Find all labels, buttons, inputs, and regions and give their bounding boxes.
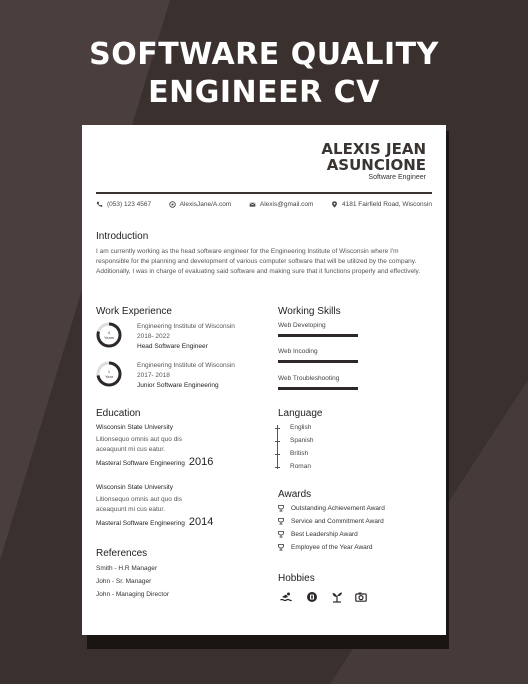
education-year: 2016 (188, 456, 214, 468)
contact-social (169, 201, 232, 208)
contact-bar (96, 201, 432, 208)
reference-item: Smith - H.R Manager (96, 565, 158, 572)
experience-dates: 2017- 2018 (137, 372, 170, 379)
language-item: British (290, 450, 309, 457)
skill-bar (278, 360, 358, 363)
working-skills-heading: Working Skills (278, 306, 341, 317)
reference-item: John - Managing Director (96, 591, 169, 598)
swimming-icon (280, 591, 292, 603)
introduction-text: I am currently working as the head software engineer for the Engineering Institute of Wisconsin where I'm responsible for the planning and development of various computer software that will be utilized by the company. Additionally, I was in charge of evaluating said software and making sure that it functions properly and effectively. (96, 248, 421, 275)
duration-label (96, 369, 122, 379)
name-line-1: ALEXIS JEAN (321, 140, 426, 158)
education-degree: Masteral Software Engineering (96, 460, 185, 467)
skill-bar (278, 334, 358, 337)
awards-heading: Awards (278, 489, 312, 500)
skill-label: Web Troubleshooting (278, 375, 340, 382)
education-degree: Masteral Software Engineering (96, 520, 185, 527)
job-title: Software Engineer (368, 174, 426, 181)
trophy-icon (278, 518, 284, 525)
education-desc-2: aceaquunt mi cus eatur. (96, 506, 166, 513)
banner-line-2: ENGINEER CV (148, 75, 380, 110)
education-school: Wisconsin State University (96, 424, 173, 431)
award-item (278, 505, 385, 512)
language-marker (275, 467, 280, 468)
contact-address (331, 201, 432, 208)
education-heading: Education (96, 408, 141, 419)
award-item (278, 518, 384, 525)
award-label: Service and Commitment Award (291, 518, 384, 525)
experience-role: Head Software Engineer (137, 343, 208, 350)
education-desc-2: aceaquunt mi cus eatur. (96, 446, 166, 453)
duration-unit: Year (104, 374, 114, 379)
education-desc-1: Litionsequo omnis aut quo dis (96, 496, 183, 503)
award-label: Employee of the Year Award (291, 544, 373, 551)
hobbies-heading: Hobbies (278, 573, 315, 584)
language-item: Roman (290, 463, 311, 470)
award-label: Outstanding Achievement Award (291, 505, 385, 512)
cv-document (82, 125, 446, 635)
duration-label (96, 330, 122, 340)
education-year: 2014 (188, 516, 214, 528)
location-pin-icon (331, 201, 338, 208)
experience-item (96, 322, 256, 352)
contact-email-text: Alexis@gmail.com (259, 201, 314, 208)
globe-icon (169, 201, 176, 208)
envelope-icon (249, 201, 256, 208)
banner-line-1: SOFTWARE QUALITY (89, 37, 439, 72)
language-heading: Language (278, 408, 323, 419)
language-timeline (277, 425, 278, 469)
award-item (278, 544, 373, 551)
contact-address-text: 4181 Fairfield Road, Wisconsin (342, 201, 432, 208)
experience-role: Junior Software Engineering (137, 382, 219, 389)
trophy-icon (278, 544, 284, 551)
phone-icon (96, 201, 103, 208)
camera-icon (355, 591, 367, 603)
skill-item (278, 375, 358, 390)
skill-item (278, 322, 358, 337)
education-school: Wisconsin State University (96, 484, 173, 491)
name-line-2: ASUNCIONE (326, 156, 426, 174)
experience-details (137, 322, 235, 352)
gardening-icon (331, 591, 343, 603)
education-item (96, 483, 266, 529)
trophy-icon (278, 505, 284, 512)
language-item: English (290, 424, 312, 431)
skill-label: Web Incoding (278, 348, 318, 355)
skill-label: Web Developing (278, 322, 326, 329)
contact-phone (96, 201, 151, 208)
guitar-icon (306, 591, 318, 603)
language-marker (275, 441, 280, 442)
skill-item (278, 348, 358, 363)
experience-dates: 2018- 2022 (137, 333, 170, 340)
experience-item (96, 361, 256, 391)
contact-phone-text: (053) 123 4567 (107, 201, 152, 208)
language-marker (275, 428, 280, 429)
language-item: Spanish (290, 437, 314, 444)
references-heading: References (96, 548, 148, 559)
education-item (96, 423, 266, 469)
experience-company: Engineering Institute of Wisconsin (137, 362, 235, 369)
experience-company: Engineering Institute of Wisconsin (137, 323, 235, 330)
contact-email (249, 201, 314, 208)
duration-number: 4 (107, 330, 111, 335)
skill-bar (278, 387, 358, 390)
award-label: Best Leadership Award (291, 531, 358, 538)
language-marker (275, 454, 280, 455)
page-banner (0, 36, 528, 112)
education-desc-1: Litionsequo omnis aut quo dis (96, 436, 183, 443)
reference-item: John - Sr. Manager (96, 578, 152, 585)
duration-number: 1 (107, 369, 111, 374)
contact-social-text: AlexisJane/A.com (179, 201, 232, 208)
work-experience-heading: Work Experience (96, 306, 172, 317)
experience-details (137, 361, 235, 391)
candidate-name (321, 141, 426, 173)
trophy-icon (278, 531, 284, 538)
introduction-heading: Introduction (96, 231, 149, 242)
award-item (278, 531, 358, 538)
header-divider (96, 192, 432, 194)
duration-unit: Years (103, 335, 115, 340)
